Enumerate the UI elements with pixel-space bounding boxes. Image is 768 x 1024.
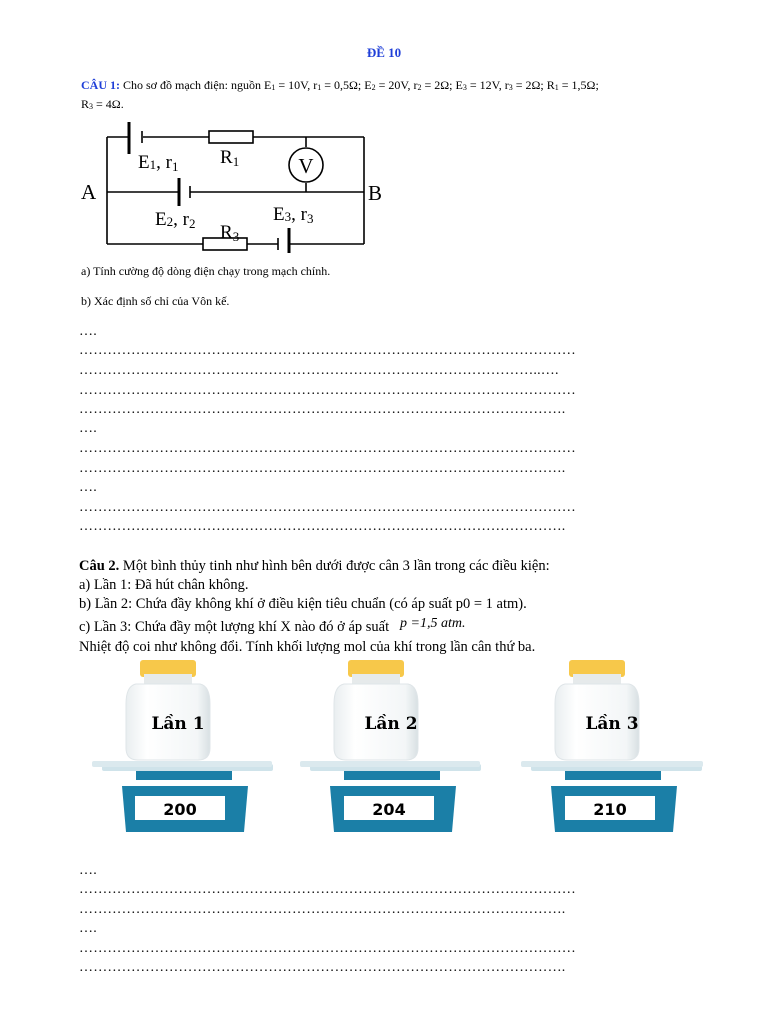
question-1-label: CÂU 1: <box>81 78 120 92</box>
answer-line: …………………………………………………………………………………………… <box>79 383 576 398</box>
answer-line: …. <box>79 863 97 878</box>
scale-reading: 200 <box>163 800 197 819</box>
r3-label: R3 <box>220 222 240 244</box>
answer-line: …. <box>79 421 97 436</box>
scale-reading: 210 <box>593 800 627 819</box>
node-b-label: B <box>368 181 383 205</box>
jar-label: Lần 1 <box>151 714 205 734</box>
circuit-diagram <box>78 118 398 253</box>
answer-line: …………………………………………………………………………………………… <box>79 882 576 897</box>
scale-2 <box>300 660 481 832</box>
answer-line: …………………………………………………………………………………………. <box>79 461 566 476</box>
scale-reading: 204 <box>372 800 406 819</box>
answer-line: …………………………………………………………………………………………… <box>79 941 576 956</box>
q2-note: Nhiệt độ coi như không đổi. Tính khối lượng mol của khí trong lần cân thứ ba. <box>79 639 536 655</box>
e3-r3-label: E3, r3 <box>273 204 314 226</box>
q2-part-c: c) Lần 3: Chứa đầy một lượng khí X nào đó ở áp suất p =1,5 atm. <box>79 616 466 635</box>
e1-r1-label: E1, r1 <box>138 152 179 174</box>
q1-part-a: a) Tính cường độ dòng điện chạy trong mạch chính. <box>81 264 331 278</box>
answer-line: …………………………………………………………………………………………. <box>79 902 566 917</box>
jars-on-scales <box>88 656 708 836</box>
r1-label: R1 <box>220 147 240 169</box>
question-2-statement: Câu 2. Một bình thủy tinh như hình bên dưới được cân 3 lần trong các điều kiện: <box>79 558 550 574</box>
answer-line: …………………………………………………………………………………………… <box>79 500 576 515</box>
q2-part-b: b) Lần 2: Chứa đầy không khí ở điều kiện tiêu chuẩn (có áp suất p0 = 1 atm). <box>79 596 527 612</box>
answer-line: …………………………………………………………………………………………… <box>79 343 576 358</box>
jar-label: Lần 3 <box>585 714 639 734</box>
scale-1 <box>92 660 273 832</box>
q2-part-a: a) Lần 1: Đã hút chân không. <box>79 577 249 593</box>
answer-line: …………………………………………………………………………………………. <box>79 402 566 417</box>
page-title: ĐỀ 10 <box>366 45 402 60</box>
question-1-statement: CÂU 1: Cho sơ đồ mạch điện: nguồn $E_1 = 10V$, $r_1 = 0,5\Omega$; $E_2 = 20V$, $r_2 = 2\Omega$; $E_3 = 12V$, $r_3 = 2\Omega$; $R_1 = 1,5\Omega$; $R_3 = 4\Omega$. <box>81 78 599 111</box>
answer-line: ……………………………………………………………………………………..…. <box>79 363 559 378</box>
answer-line: …………………………………………………………………………………………… <box>79 441 576 456</box>
node-a-label: A <box>81 180 97 204</box>
scale-3 <box>521 660 703 832</box>
q1-part-b: b) Xác định số chỉ của Vôn kế. <box>81 294 230 308</box>
question-2-label: Câu 2. <box>79 558 120 574</box>
answer-line: …. <box>79 480 97 495</box>
pressure-formula: p =1,5 atm. <box>400 616 466 631</box>
jar-label: Lần 2 <box>364 714 418 734</box>
answer-line: …………………………………………………………………………………………. <box>79 960 566 975</box>
e2-r2-label: E2, r2 <box>155 209 196 231</box>
svg-text:V: V <box>298 154 314 178</box>
answer-line: …………………………………………………………………………………………. <box>79 519 566 534</box>
answer-line: …. <box>79 324 97 339</box>
answer-line: …. <box>79 921 97 936</box>
